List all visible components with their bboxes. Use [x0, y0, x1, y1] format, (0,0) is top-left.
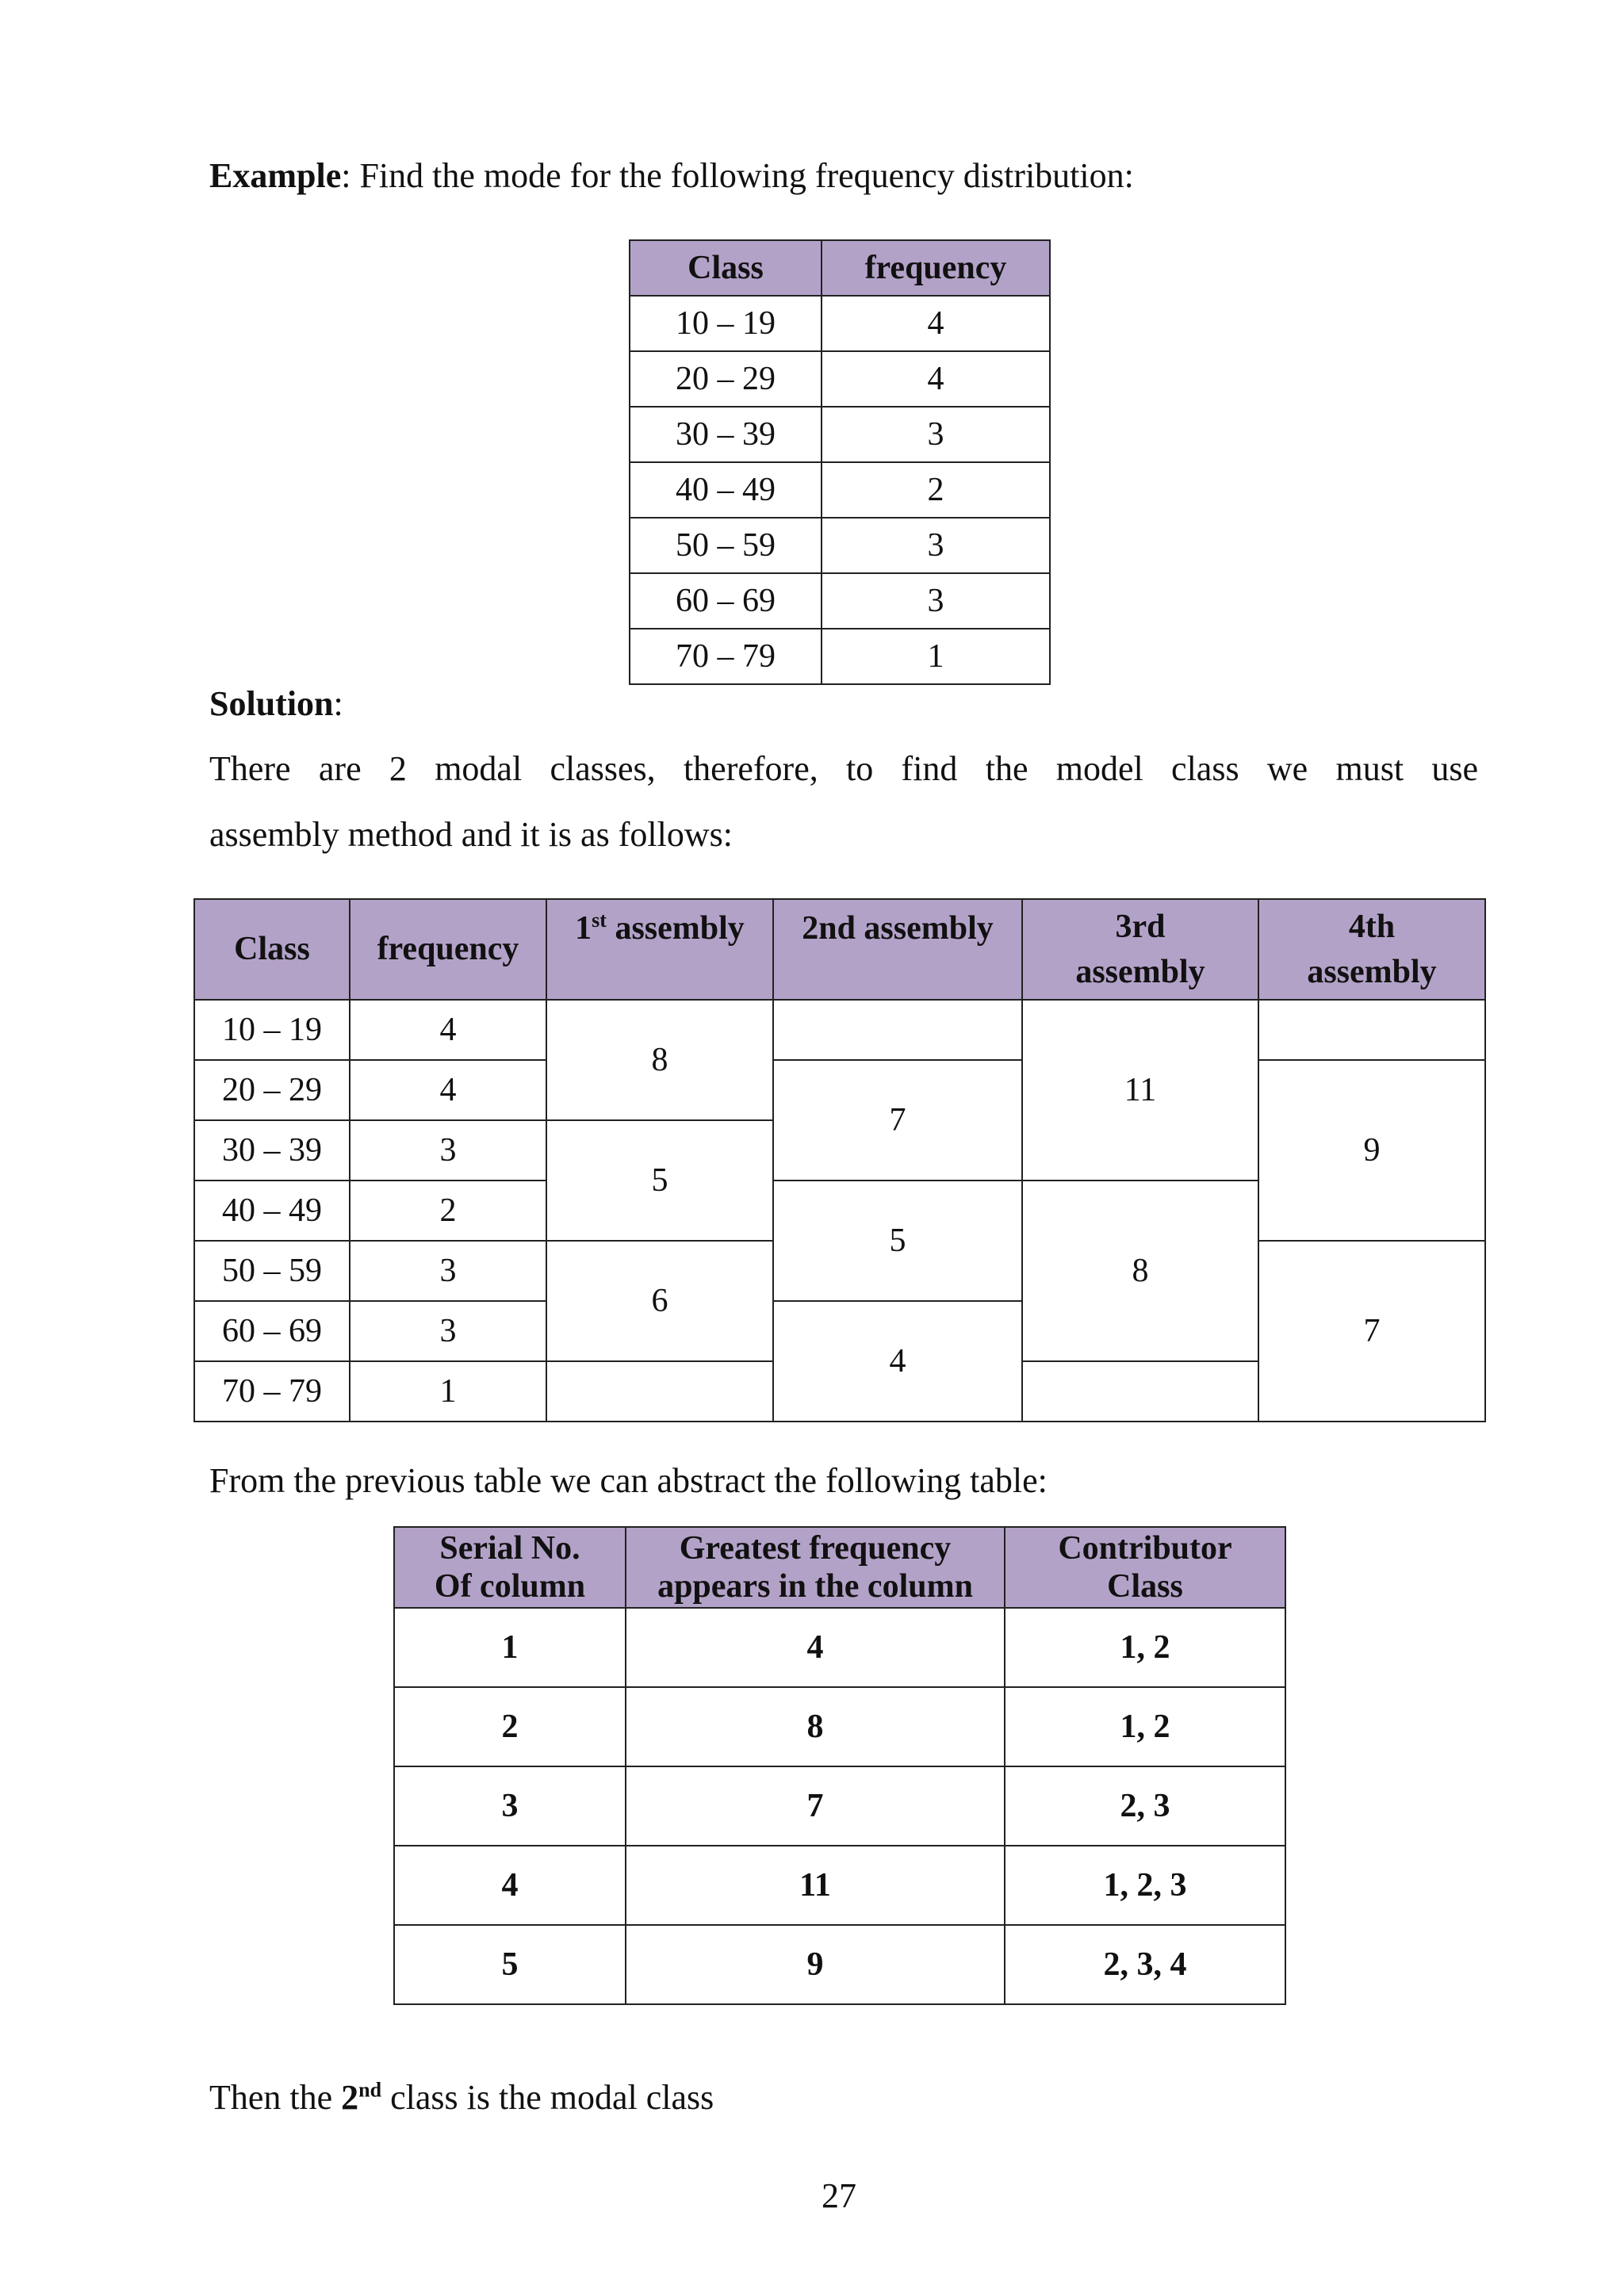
- class-cell: 30 – 39: [630, 407, 822, 462]
- table-header-row: [394, 1527, 1285, 1608]
- frequency-cell: 4: [822, 296, 1050, 351]
- class-cell: 70 – 79: [630, 629, 822, 684]
- solution-line-1: There are 2 modal classes, therefore, to find the model class we must use: [209, 749, 1478, 788]
- third-line-2: assembly: [1075, 953, 1205, 990]
- greatest-line-1: Greatest frequency: [679, 1529, 952, 1567]
- frequency-cell: 3: [350, 1241, 546, 1301]
- class-cell: 30 – 39: [194, 1120, 350, 1181]
- first-rest: assembly: [606, 910, 745, 947]
- class-cell: 60 – 69: [194, 1301, 350, 1361]
- class-cell: 40 – 49: [194, 1181, 350, 1241]
- frequency-cell: 4: [350, 1000, 546, 1060]
- serial-cell: 5: [394, 1925, 626, 2004]
- third-line-1: 3rd: [1115, 908, 1166, 945]
- class-cell: 50 – 59: [630, 518, 822, 573]
- class-cell: 60 – 69: [630, 573, 822, 629]
- header-serial: [394, 1527, 626, 1608]
- second-assembly-cell: 5: [773, 1181, 1022, 1301]
- conclusion-after: class is the modal class: [381, 2078, 714, 2117]
- first-assembly-empty: [546, 1361, 773, 1422]
- fourth-assembly-empty: [1258, 1000, 1485, 1060]
- greatest-line-2: appears in the column: [657, 1568, 973, 1605]
- table-row: [394, 1766, 1285, 1846]
- serial-cell: 4: [394, 1846, 626, 1925]
- solution-label: Solution: [209, 684, 334, 723]
- greatest-cell: 7: [626, 1766, 1005, 1846]
- contributor-cell: 2, 3, 4: [1005, 1925, 1285, 2004]
- contributor-cell: 2, 3: [1005, 1766, 1285, 1846]
- contributor-cell: 1, 2, 3: [1005, 1846, 1285, 1925]
- table-row: [194, 1060, 1485, 1120]
- header-frequency: frequency: [350, 899, 546, 1000]
- example-text: : Find the mode for the following frequency distribution:: [341, 156, 1134, 195]
- frequency-cell: 2: [350, 1181, 546, 1241]
- frequency-cell: 3: [822, 407, 1050, 462]
- header-frequency: frequency: [822, 240, 1050, 296]
- table-row: [394, 1925, 1285, 2004]
- serial-line-1: Serial No.: [439, 1529, 580, 1567]
- header-fourth-assembly: [1258, 899, 1485, 1000]
- assembly-table: [193, 898, 1486, 1422]
- first-assembly-cell: 6: [546, 1241, 773, 1361]
- third-assembly-cell: 11: [1022, 1000, 1258, 1181]
- solution-heading: [209, 683, 343, 725]
- contributor-line-2: Class: [1107, 1568, 1183, 1605]
- frequency-cell: 1: [350, 1361, 546, 1422]
- second-assembly-cell: 4: [773, 1301, 1022, 1422]
- table-row: [630, 573, 1050, 629]
- table-header-row: [630, 240, 1050, 296]
- greatest-cell: 8: [626, 1687, 1005, 1766]
- frequency-cell: 4: [822, 351, 1050, 407]
- table-row: [394, 1846, 1285, 1925]
- third-assembly-cell: 8: [1022, 1181, 1258, 1361]
- table-row: [630, 351, 1050, 407]
- table-row: [630, 296, 1050, 351]
- conclusion-line: [209, 2077, 714, 2119]
- header-third-assembly: [1022, 899, 1258, 1000]
- header-second-assembly: 2nd assembly: [773, 899, 1022, 1000]
- table-row: [630, 518, 1050, 573]
- table-row: [630, 407, 1050, 462]
- fourth-assembly-cell: 7: [1258, 1241, 1485, 1422]
- fourth-line-2: assembly: [1307, 953, 1437, 990]
- contributor-cell: 1, 2: [1005, 1687, 1285, 1766]
- frequency-table: [629, 239, 1051, 685]
- table-row: [194, 1000, 1485, 1060]
- contributor-line-1: Contributor: [1058, 1529, 1232, 1567]
- class-cell: 10 – 19: [194, 1000, 350, 1060]
- abstract-text: From the previous table we can abstract the following table:: [209, 1461, 1048, 1500]
- header-contributor: [1005, 1527, 1285, 1608]
- class-cell: 40 – 49: [630, 462, 822, 518]
- example-label: Example: [209, 156, 342, 195]
- header-class: Class: [630, 240, 822, 296]
- third-assembly-empty: [1022, 1361, 1258, 1422]
- contributor-cell: 1, 2: [1005, 1608, 1285, 1687]
- table-row: [394, 1687, 1285, 1766]
- class-cell: 20 – 29: [194, 1060, 350, 1120]
- frequency-cell: 2: [822, 462, 1050, 518]
- first-assembly-cell: 8: [546, 1000, 773, 1120]
- first-sup: st: [592, 909, 607, 932]
- table-row: [394, 1608, 1285, 1687]
- frequency-cell: 3: [822, 573, 1050, 629]
- example-line: [209, 155, 1134, 197]
- class-cell: 70 – 79: [194, 1361, 350, 1422]
- table-row: [630, 629, 1050, 684]
- page-number: 27: [822, 2176, 856, 2215]
- greatest-cell: 9: [626, 1925, 1005, 2004]
- frequency-cell: 3: [350, 1120, 546, 1181]
- solution-line-2: assembly method and it is as follows:: [209, 815, 733, 854]
- greatest-cell: 11: [626, 1846, 1005, 1925]
- frequency-cell: 3: [350, 1301, 546, 1361]
- fourth-line-1: 4th: [1348, 908, 1396, 945]
- greatest-cell: 4: [626, 1608, 1005, 1687]
- first-assembly-cell: 5: [546, 1120, 773, 1241]
- serial-cell: 3: [394, 1766, 626, 1846]
- conclusion-num: 2: [341, 2078, 359, 2117]
- header-class: Class: [194, 899, 350, 1000]
- conclusion-sup: nd: [358, 2078, 382, 2102]
- summary-table: [393, 1526, 1286, 2005]
- header-greatest: [626, 1527, 1005, 1608]
- fourth-assembly-cell: 9: [1258, 1060, 1485, 1241]
- serial-line-2: Of column: [434, 1568, 586, 1605]
- class-cell: 50 – 59: [194, 1241, 350, 1301]
- second-assembly-empty: [773, 1000, 1022, 1060]
- solution-colon: :: [333, 684, 343, 723]
- frequency-cell: 4: [350, 1060, 546, 1120]
- table-row: [630, 462, 1050, 518]
- conclusion-before: Then the: [209, 2078, 342, 2117]
- class-cell: 10 – 19: [630, 296, 822, 351]
- header-first-assembly: [546, 899, 773, 1000]
- first-num: 1: [575, 910, 592, 947]
- serial-cell: 1: [394, 1608, 626, 1687]
- frequency-cell: 3: [822, 518, 1050, 573]
- frequency-cell: 1: [822, 629, 1050, 684]
- serial-cell: 2: [394, 1687, 626, 1766]
- class-cell: 20 – 29: [630, 351, 822, 407]
- second-assembly-cell: 7: [773, 1060, 1022, 1181]
- table-header-row: [194, 899, 1485, 1000]
